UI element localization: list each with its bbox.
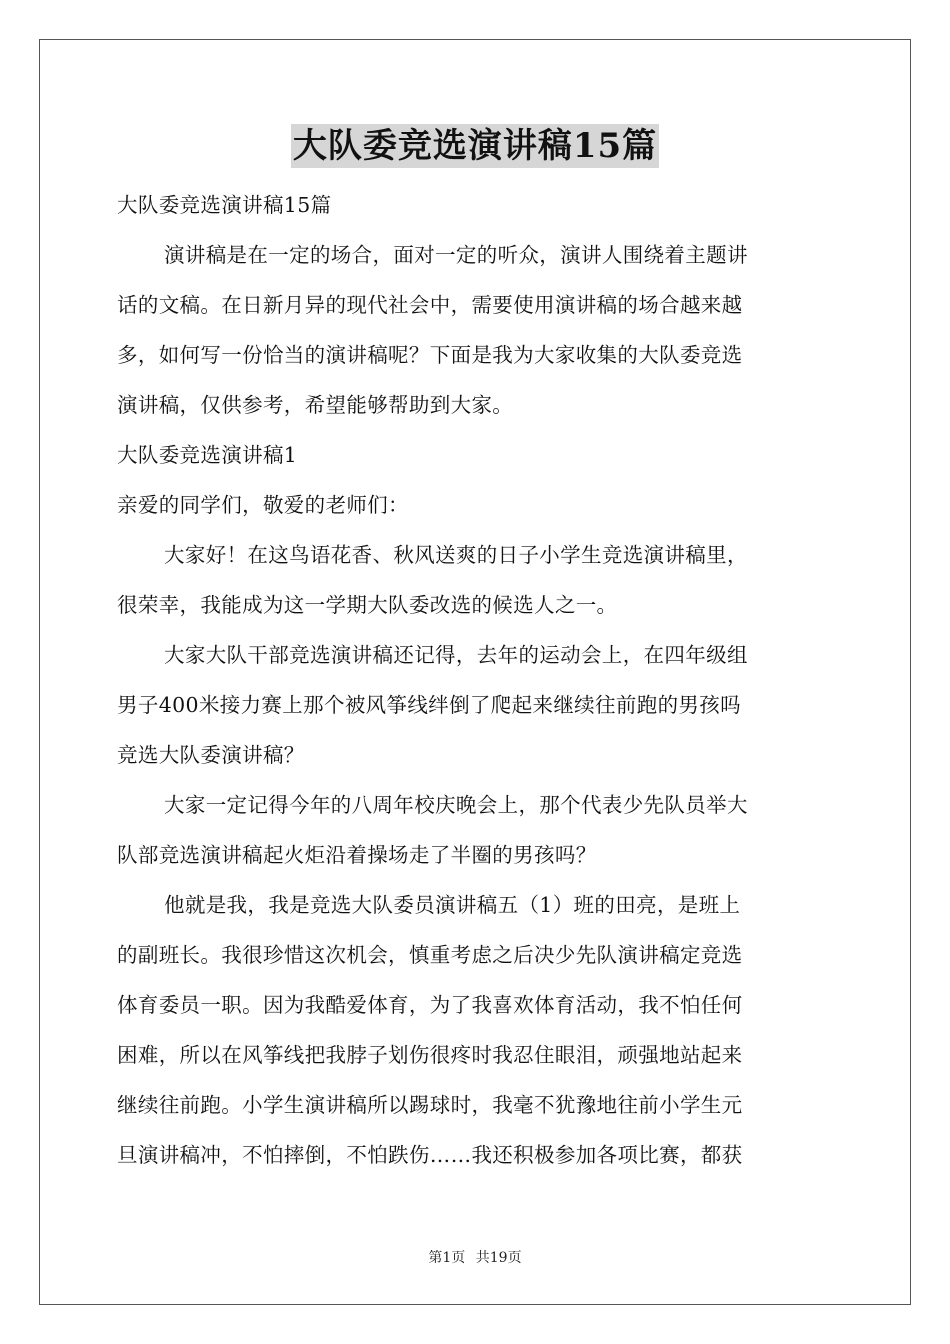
paragraph-line: 竞选大队委演讲稿？ (117, 743, 305, 767)
subtitle-line: 大队委竞选演讲稿15篇 (117, 193, 332, 217)
paragraph-line: 演讲稿是在一定的场合，面对一定的听众，演讲人围绕着主题讲 (164, 243, 748, 267)
document-body (117, 180, 837, 1180)
paragraph-line: 困难，所以在风筝线把我脖子划伤很疼时我忍住眼泪，顽强地站起来 (117, 1043, 743, 1067)
page-footer (0, 1247, 950, 1267)
paragraph-line: 大家大队干部竞选演讲稿还记得，去年的运动会上，在四年级组 (164, 643, 748, 667)
paragraph-line: 话的文稿。在日新月异的现代社会中，需要使用演讲稿的场合越来越 (117, 293, 743, 317)
paragraph-line: 他就是我，我是竞选大队委员演讲稿五（1）班的田亮，是班上 (164, 893, 741, 917)
paragraph-line: 体育委员一职。因为我酷爱体育，为了我喜欢体育活动，我不怕任何 (117, 993, 743, 1017)
paragraph-line: 的副班长。我很珍惜这次机会，慎重考虑之后决少先队演讲稿定竞选 (117, 943, 743, 967)
paragraph-line: 多，如何写一份恰当的演讲稿呢？下面是我为大家收集的大队委竞选 (117, 343, 743, 367)
section-heading: 大队委竞选演讲稿1 (117, 443, 298, 467)
salutation-line: 亲爱的同学们，敬爱的老师们： (117, 493, 409, 517)
paragraph-line: 大家好！在这鸟语花香、秋风送爽的日子小学生竞选演讲稿里， (164, 543, 748, 567)
paragraph-line: 演讲稿，仅供参考，希望能够帮助到大家。 (117, 393, 514, 417)
document-title: 大队委竞选演讲稿15篇 (292, 126, 658, 166)
title-container (0, 124, 950, 168)
paragraph-line: 很荣幸，我能成为这一学期大队委改选的候选人之一。 (117, 593, 618, 617)
paragraph-line: 继续往前跑。小学生演讲稿所以踢球时，我毫不犹豫地往前小学生元 (117, 1093, 743, 1117)
page-total: 共19页 (475, 1250, 522, 1266)
paragraph-line: 大家一定记得今年的八周年校庆晚会上，那个代表少先队员举大 (164, 793, 748, 817)
paragraph-line: 队部竞选演讲稿起火炬沿着操场走了半圈的男孩吗？ (117, 843, 597, 867)
paragraph-line: 男子400米接力赛上那个被风筝线绊倒了爬起来继续往前跑的男孩吗 (117, 693, 741, 717)
page-number: 第1页 (428, 1250, 466, 1266)
paragraph-line: 旦演讲稿冲，不怕摔倒，不怕跌伤……我还积极参加各项比赛，都获 (117, 1143, 743, 1167)
